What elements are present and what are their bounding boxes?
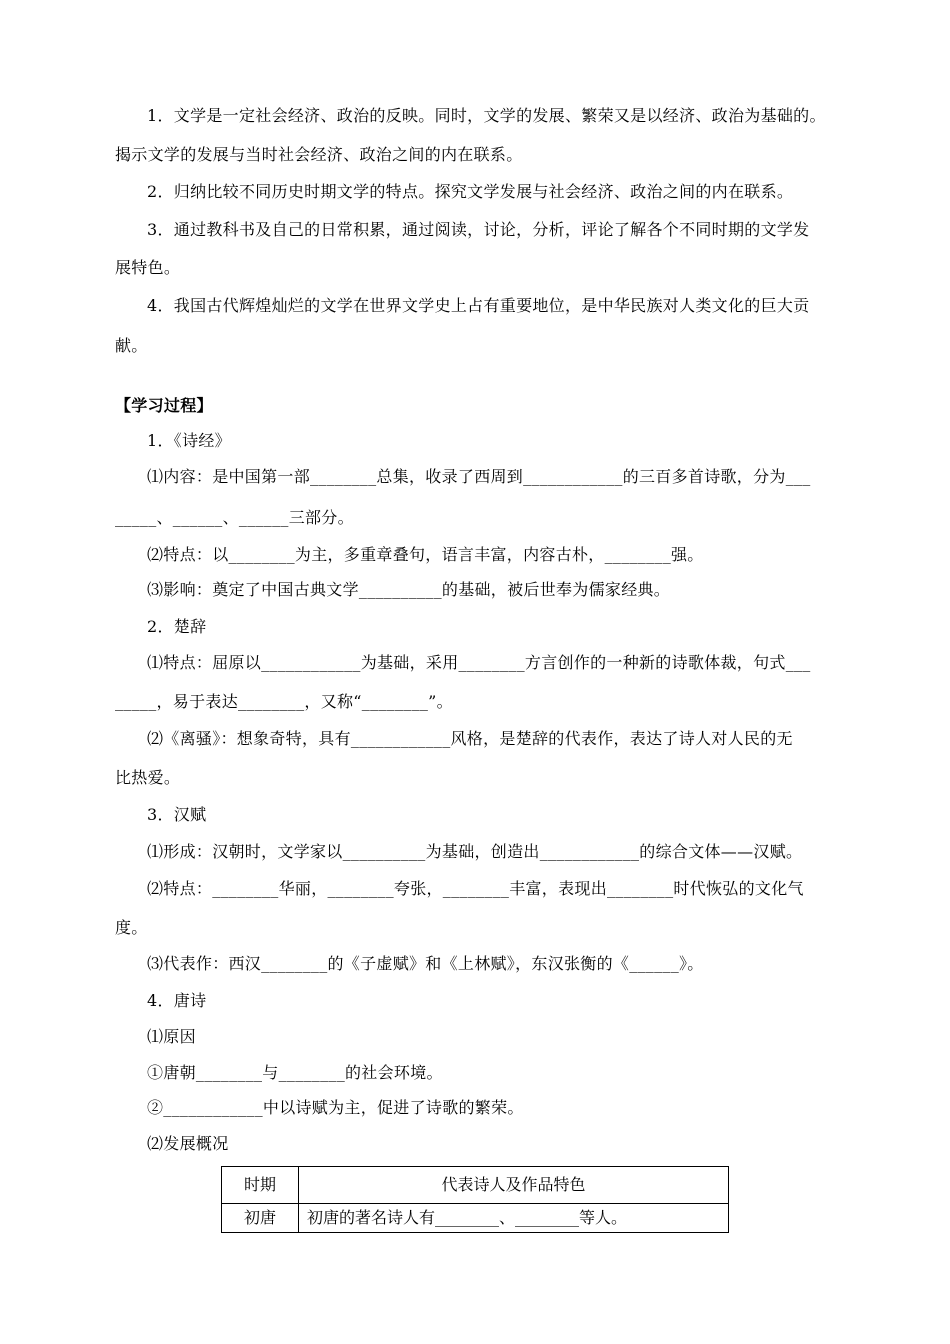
shijing-influence: ⑶影响：奠定了中国古典文学__________的基础，被后世奉为儒家经典。 <box>147 580 671 599</box>
hanfu-works: ⑶代表作：西汉________的《子虚赋》和《上林赋》，东汉张衡的《______》。 <box>147 954 704 973</box>
objective-4-cont: 献。 <box>115 336 148 355</box>
shijing-features: ⑵特点：以________为主，多重章叠句，语言丰富，内容古朴，________强。 <box>147 545 704 564</box>
table-header-period: 时期 <box>222 1167 299 1204</box>
heading-shijing: 1．《诗经》 <box>147 431 231 450</box>
table-header-row <box>222 1167 729 1204</box>
objective-2: 2．归纳比较不同历史时期文学的特点。探究文学发展与社会经济、政治之间的内在联系。 <box>147 182 794 201</box>
table-cell-period: 初唐 <box>222 1204 299 1233</box>
hanfu-formation: ⑴形成：汉朝时，文学家以__________为基础，创造出____________的综合文体——汉赋。 <box>147 842 803 861</box>
tangshi-reason-2: ②____________中以诗赋为主，促进了诗歌的繁荣。 <box>147 1098 524 1117</box>
chuci-features-cont: _____，易于表达________，又称“________”。 <box>115 692 453 711</box>
hanfu-features-cont: 度。 <box>115 918 148 937</box>
heading-tangshi: 4．唐诗 <box>147 991 207 1010</box>
lisao: ⑵《离骚》：想象奇特，具有____________风格，是楚辞的代表作，表达了诗人对人民的无 <box>147 729 793 748</box>
objective-3-cont: 展特色。 <box>115 258 181 277</box>
lisao-cont: 比热爱。 <box>115 768 181 787</box>
heading-hanfu: 3．汉赋 <box>147 805 207 824</box>
table-cell-poets: 初唐的著名诗人有________、________等人。 <box>299 1204 729 1233</box>
heading-chuci: 2．楚辞 <box>147 617 207 636</box>
chuci-features: ⑴特点：屈原以____________为基础，采用________方言创作的一种新的诗歌体裁，句式___ <box>147 653 811 672</box>
shijing-content: ⑴内容：是中国第一部________总集，收录了西周到____________的三百多首诗歌，分为___ <box>147 467 811 486</box>
hanfu-features: ⑵特点：________华丽，________夸张，________丰富，表现出________时代恢弘的文化气 <box>147 879 804 898</box>
tangshi-reason-1: ①唐朝________与________的社会环境。 <box>147 1063 443 1082</box>
table-row <box>222 1204 729 1233</box>
objective-1-cont: 揭示文学的发展与当时社会经济、政治之间的内在联系。 <box>115 145 523 164</box>
table-header-poets: 代表诗人及作品特色 <box>299 1167 729 1204</box>
objective-1: 1．文学是一定社会经济、政治的反映。同时，文学的发展、繁荣又是以经济、政治为基础的。 <box>147 106 826 125</box>
development-table <box>221 1166 729 1233</box>
objective-3: 3．通过教科书及自己的日常积累，通过阅读，讨论，分析，评论了解各个不同时期的文学发 <box>147 220 810 239</box>
tangshi-reasons: ⑴原因 <box>147 1027 196 1046</box>
section-title: 【学习过程】 <box>115 396 213 415</box>
tangshi-development: ⑵发展概况 <box>147 1134 229 1153</box>
objective-4: 4．我国古代辉煌灿烂的文学在世界文学史上占有重要地位，是中华民族对人类文化的巨大贡 <box>147 296 810 315</box>
shijing-content-cont: _____、______、______三部分。 <box>115 508 354 527</box>
